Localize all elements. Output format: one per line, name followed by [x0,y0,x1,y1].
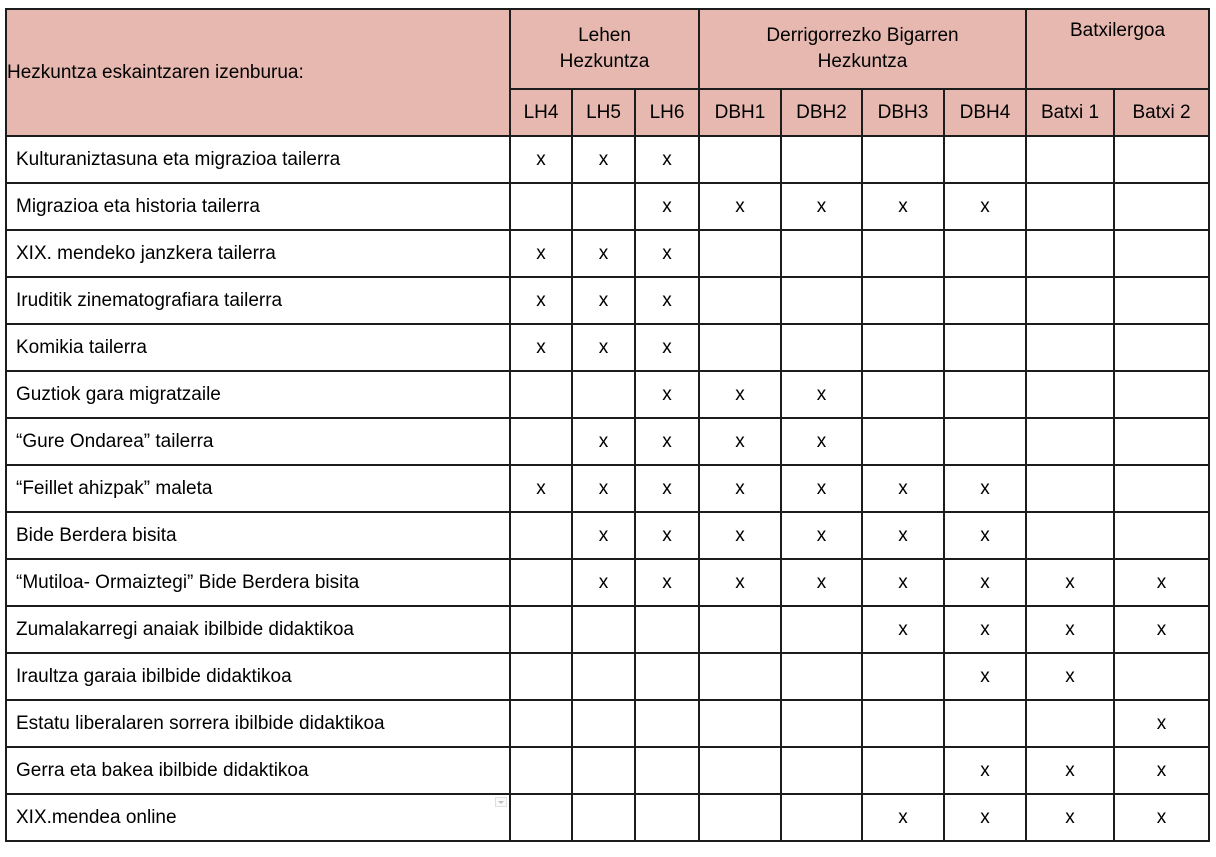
mark-cell [1026,277,1114,324]
mark-cell [572,700,635,747]
mark-cell: x [699,371,781,418]
mark-cell [862,700,944,747]
mark-cell: x [781,465,862,512]
mark-cell [862,653,944,700]
mark-cell [944,277,1026,324]
mark-cell: x [635,465,699,512]
mark-cell [862,324,944,371]
mark-cell [699,794,781,841]
mark-cell [862,747,944,794]
offer-name: Kulturaniztasuna eta migrazioa tailerra [16,148,341,170]
mark-cell [510,606,572,653]
table-row [6,653,1209,700]
group-header-dbh [699,9,1026,89]
mark-cell [1114,324,1209,371]
mark-cell [862,277,944,324]
group-label-line1: Batxilergoa [1069,20,1166,41]
table-row [6,747,1209,794]
mark-cell [572,794,635,841]
mark-cell: x [510,136,572,183]
mark-cell: x [635,183,699,230]
mark-cell [572,183,635,230]
mark-cell: x [781,183,862,230]
level-header-batxi-1: Batxi 1 [1026,89,1114,136]
offer-name: Iraultza garaia ibilbide didaktikoa [16,665,292,687]
mark-cell [1026,418,1114,465]
mark-cell [1114,418,1209,465]
mark-cell [781,277,862,324]
mark-cell [1026,324,1114,371]
offer-name: Migrazioa eta historia tailerra [16,195,260,217]
level-header-batxi-2: Batxi 2 [1114,89,1209,136]
mark-cell: x [1114,559,1209,606]
mark-cell: x [635,136,699,183]
mark-cell [572,606,635,653]
mark-cell: x [699,512,781,559]
level-header-lh4: LH4 [510,89,572,136]
mark-cell: x [699,418,781,465]
group-label-line2: Hezkuntza [817,51,908,72]
group-header-batxilergoa [1026,9,1209,89]
mark-cell [1026,230,1114,277]
mark-cell: x [572,465,635,512]
mark-cell: x [699,183,781,230]
offer-name: XIX. mendeko janzkera tailerra [16,242,276,264]
mark-cell [1114,371,1209,418]
offer-name: “Feillet ahizpak” maleta [16,477,213,499]
offer-name: Zumalakarregi anaiak ibilbide didaktikoa [16,618,354,640]
mark-cell: x [944,512,1026,559]
offer-name-cell [6,136,510,183]
mark-cell [944,230,1026,277]
mark-cell: x [781,371,862,418]
mark-cell: x [1026,559,1114,606]
level-header-dbh3: DBH3 [862,89,944,136]
table-row [6,324,1209,371]
mark-cell [944,324,1026,371]
offer-name-cell [6,418,510,465]
mark-cell: x [944,747,1026,794]
group-label-line1: Lehen [578,25,631,46]
mark-cell [635,747,699,794]
mark-cell: x [572,230,635,277]
mark-cell [781,747,862,794]
offer-name: Gerra eta bakea ibilbide didaktikoa [16,759,309,781]
mark-cell: x [1114,606,1209,653]
mark-cell [944,700,1026,747]
offer-name: Iruditik zinematografiara tailerra [16,289,283,311]
mark-cell: x [944,794,1026,841]
mark-cell [635,653,699,700]
mark-cell [510,512,572,559]
mark-cell [862,418,944,465]
mark-cell [1026,700,1114,747]
mark-cell [510,700,572,747]
table-row [6,559,1209,606]
offer-name-cell [6,653,510,700]
mark-cell [510,653,572,700]
table-row [6,277,1209,324]
mark-cell: x [510,465,572,512]
mark-cell [635,794,699,841]
mark-cell [699,324,781,371]
mark-cell: x [572,559,635,606]
mark-cell [1026,136,1114,183]
dropdown-arrow-icon[interactable] [495,797,507,807]
mark-cell [1026,465,1114,512]
mark-cell [1114,136,1209,183]
table-row [6,136,1209,183]
offer-name-cell [6,700,510,747]
offer-name-cell [6,230,510,277]
table-row [6,606,1209,653]
mark-cell: x [510,324,572,371]
mark-cell: x [944,653,1026,700]
mark-cell: x [944,183,1026,230]
offer-name-cell [6,794,510,841]
mark-cell [510,418,572,465]
mark-cell: x [862,183,944,230]
mark-cell: x [781,559,862,606]
mark-cell [699,136,781,183]
mark-cell: x [862,794,944,841]
mark-cell: x [635,559,699,606]
mark-cell [862,230,944,277]
mark-cell [510,559,572,606]
mark-cell [699,606,781,653]
mark-cell [572,747,635,794]
table-row [6,465,1209,512]
offer-name: Guztiok gara migratzaile [16,383,221,405]
mark-cell [699,747,781,794]
table-title-header: Hezkuntza eskaintzaren izenburua: [6,9,510,136]
mark-cell: x [944,559,1026,606]
mark-cell: x [510,277,572,324]
mark-cell: x [862,512,944,559]
mark-cell: x [510,230,572,277]
mark-cell [699,230,781,277]
table-row [6,794,1209,841]
mark-cell [699,277,781,324]
mark-cell [1114,512,1209,559]
mark-cell: x [572,418,635,465]
mark-cell [635,700,699,747]
offer-name: “Gure Ondarea” tailerra [16,430,214,452]
mark-cell: x [1026,606,1114,653]
level-header-lh6: LH6 [635,89,699,136]
mark-cell [862,371,944,418]
offer-name: XIX.mendea online [16,806,177,828]
offer-name-cell [6,277,510,324]
level-header-dbh1: DBH1 [699,89,781,136]
level-header-dbh4: DBH4 [944,89,1026,136]
mark-cell [1114,653,1209,700]
offer-name: Bide Berdera bisita [16,524,177,546]
offer-name-cell [6,747,510,794]
mark-cell: x [572,277,635,324]
mark-cell: x [1114,700,1209,747]
mark-cell: x [635,371,699,418]
mark-cell [1114,230,1209,277]
mark-cell [944,136,1026,183]
mark-cell [572,653,635,700]
table-row [6,418,1209,465]
mark-cell [1114,183,1209,230]
mark-cell: x [1026,794,1114,841]
mark-cell: x [572,136,635,183]
education-offer-table [5,8,1210,842]
mark-cell: x [635,418,699,465]
offer-name-cell [6,183,510,230]
offer-name-cell [6,371,510,418]
mark-cell [781,606,862,653]
mark-cell: x [1114,794,1209,841]
mark-cell [699,653,781,700]
table-row [6,700,1209,747]
offer-name: “Mutiloa- Ormaiztegi” Bide Berdera bisita [16,571,360,593]
table-row [6,230,1209,277]
table-row [6,512,1209,559]
level-header-dbh2: DBH2 [781,89,862,136]
level-header-lh5: LH5 [572,89,635,136]
mark-cell [781,794,862,841]
offer-name-cell [6,606,510,653]
group-label-line1: Derrigorrezko Bigarren [766,25,959,46]
offer-name-cell [6,324,510,371]
mark-cell: x [699,465,781,512]
mark-cell: x [862,465,944,512]
mark-cell [510,794,572,841]
mark-cell [781,136,862,183]
mark-cell: x [862,606,944,653]
mark-cell [1026,183,1114,230]
mark-cell: x [1114,747,1209,794]
mark-cell [635,606,699,653]
mark-cell [1026,371,1114,418]
mark-cell [510,747,572,794]
mark-cell: x [572,324,635,371]
mark-cell: x [635,230,699,277]
mark-cell: x [635,512,699,559]
offer-name-cell [6,559,510,606]
mark-cell [1114,277,1209,324]
mark-cell: x [862,559,944,606]
mark-cell [1026,512,1114,559]
mark-cell: x [572,512,635,559]
mark-cell: x [635,277,699,324]
group-header-lehen-hezkuntza [510,9,699,89]
mark-cell [781,653,862,700]
mark-cell: x [699,559,781,606]
mark-cell [510,183,572,230]
mark-cell [781,700,862,747]
mark-cell [781,324,862,371]
offer-name-cell [6,512,510,559]
mark-cell [944,418,1026,465]
table-row [6,371,1209,418]
mark-cell [1114,465,1209,512]
mark-cell: x [944,465,1026,512]
table-row [6,183,1209,230]
mark-cell: x [781,512,862,559]
mark-cell [862,136,944,183]
group-label-line2: Hezkuntza [559,51,650,72]
offer-name-cell [6,465,510,512]
mark-cell [944,371,1026,418]
mark-cell [699,700,781,747]
mark-cell: x [1026,653,1114,700]
mark-cell [781,230,862,277]
mark-cell: x [635,324,699,371]
offer-name: Komikia tailerra [16,336,147,358]
mark-cell: x [1026,747,1114,794]
mark-cell [572,371,635,418]
mark-cell: x [781,418,862,465]
offer-name: Estatu liberalaren sorrera ibilbide didaktikoa [16,712,385,734]
mark-cell [510,371,572,418]
mark-cell: x [944,606,1026,653]
